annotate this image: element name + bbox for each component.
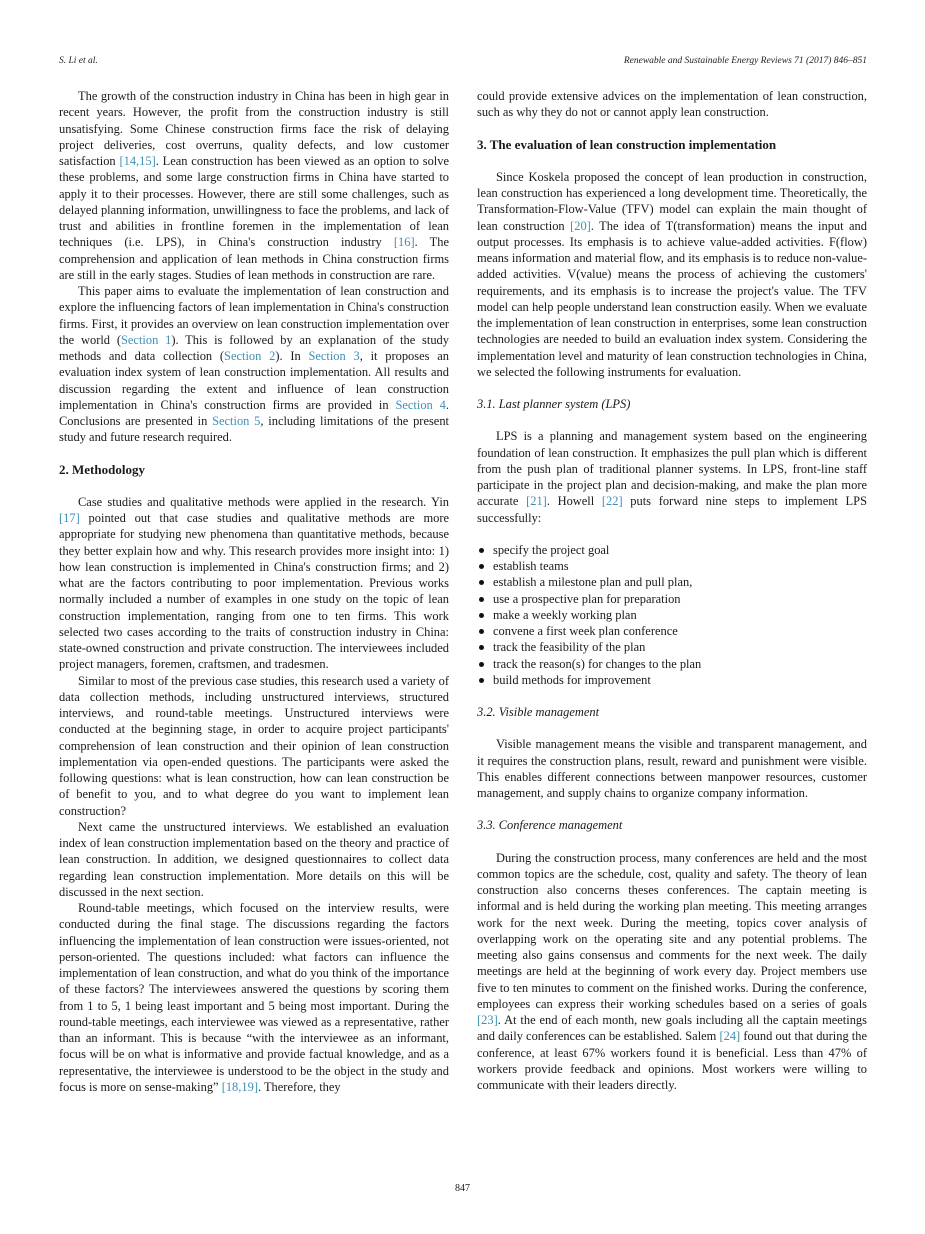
paragraph-continued: could provide extensive advices on the implementation of lean construction, such as why they do not or cannot apply lean construction. <box>477 89 867 120</box>
section-heading-methodology: 2. Methodology <box>59 461 145 477</box>
text: . The idea of T(transformation) means the input and output processes. Its emphasis is to achieve value-added activities. F(flow) means information and material flow, and its emphasis is to reduce non-value-added activities. V(value) means the process of achieving the customers' requirements, and its emphasis is to increase the project's value. The TFV model can help people understand lean construction easily. When we evaluate the implementation of lean construction in enterprises, some lean construction technologies are needed to build an evaluation index system. Considering the implementation level and maturity of lean construction technologies in China, we selected the following instruments for evaluation. <box>477 218 867 379</box>
subsection-heading-conference-management: 3.3. Conference management <box>477 818 623 833</box>
subsection-heading-lps: 3.1. Last planner system (LPS) <box>477 397 631 411</box>
text: . Conclusions are presented in <box>59 397 449 428</box>
text: Case studies and qualitative methods were applied in the research. Yin <box>78 494 449 509</box>
section-link[interactable]: Section 4 <box>395 397 446 412</box>
paragraph-methodology-4 <box>59 900 449 1095</box>
list-item: make a weekly working plan <box>477 607 867 623</box>
lps-steps-list <box>477 542 867 688</box>
text: , including limitations of the present study and future research required. <box>59 414 449 445</box>
text: . Howell <box>546 494 602 509</box>
text: Round-table meetings, which focused on the interview results, were conducted during the final stage. The discussions regarding the factors influencing the implementation of lean construction were issues-oriented, not person-oriented. The questions included: what factors can influence the implementation of lean construction, and what do you think of the importance of these factors? The interviewees answered the questions by scoring them from 1 to 5, 1 being least important and 5 being most important. During the round-table meetings, each interviewee was viewed as a representative, rather than an informant. This is because “with the interviewee as an informant, focus will be on what is informative and provide factual knowledge, and as a representative, the interviewee is understood to be the object in the study and focus is more on sense-making” <box>59 901 449 1094</box>
paragraph-visible-management: Visible management means the visible and transparent management, and it requires the construction plans, result, reward and punishment were visible. This enables different connections between manpower resources, customer management, and supply chains to organize company information. <box>477 737 867 800</box>
text: pointed out that case studies and qualitative methods are more appropriate for studying new phenomena than quantitative methods, because they better explain how and why. This research provides more insight into: 1) how lean construction is implemented in China's construction firms; and 2) what are the factors contributing to poor implementation. Previous works normally included a number of examples in one study on the topic of lean construction implementation, ranging from one to ten firms. This work selected two cases according to the traits of construction industry in China: state-owned construction and private construction. The interviewees included project managers, foremen, craftsmen, and tradesmen. <box>59 511 449 672</box>
text: LPS is a planning and management system based on the engineering foundation of lean construction. It emphasizes the pull plan which is different from the push plan of traditional planner systems. In LPS, front-line staff participate in the project plan and decision-making, and make the plan more accurate <box>477 429 867 509</box>
citation-link[interactable]: [21] <box>526 494 547 509</box>
left-column <box>59 88 449 1095</box>
running-head-authors: S. Li et al. <box>59 56 98 66</box>
section-link[interactable]: Section 3 <box>308 349 360 363</box>
text: , it proposes an evaluation index system of lean construction implementation. All results and discussion regarding the extent and influence of lean construction implementation in China's construction firms are provided in <box>59 349 449 412</box>
citation-link[interactable]: [23] <box>477 1013 498 1027</box>
section-link[interactable]: Section 1 <box>120 332 172 347</box>
list-item: track the reason(s) for changes to the plan <box>477 656 867 672</box>
paragraph-methodology-3: Next came the unstructured interviews. We established an evaluation index of lean construction implementation based on the theory and practice of lean construction. In addition, we designed questionnaires to collect data regarding lean construction implementation. More details on this will be discussed in the next section. <box>59 819 449 899</box>
list-item: use a prospective plan for preparation <box>477 591 867 607</box>
text: found out that during the conference, at least 67% workers found it is beneficial. Less than 47% of workers provide feedback and opinions. Most workers were willing to communicate with their leaders directly. <box>477 1029 867 1092</box>
citation-link[interactable]: [17] <box>59 511 80 525</box>
section-link[interactable]: Section 2 <box>224 349 276 363</box>
citation-link[interactable]: [14,15] <box>119 154 156 168</box>
citation-link[interactable]: [16] <box>393 235 415 250</box>
paragraph-evaluation <box>477 169 867 380</box>
text: This paper aims to evaluate the implementation of lean construction and explore the influencing factors of lean implementation in China's construction firms. First, it provides an overview on lean construction implementation over the world ( <box>59 284 449 347</box>
text: . The comprehension and application of lean methods in China construction firms are still in the early stages. Studies of lean methods in construction are rare. <box>59 235 449 282</box>
paragraph-methodology-2: Similar to most of the previous case studies, this research used a variety of data collection methods, including unstructured interviews, structured interviews, and round-table meetings. Unstructured interviews were conducted at the beginning stage, in order to acquire project participants' comprehension of lean construction and their opinion of lean construction implementation via open-ended questions. The participants were asked the following questions: what is lean construction, how can lean construction be of benefit to you, and to what degree do you want to implement lean construction? <box>59 673 449 818</box>
list-item: build methods for improvement <box>477 672 867 688</box>
text: . At the end of each month, new goals including all the captain meetings and daily conferences can be established. Salem <box>477 1013 867 1044</box>
subsection-heading-visible-management: 3.2. Visible management <box>477 705 600 719</box>
right-column <box>477 88 867 1093</box>
section-link[interactable]: Section 5 <box>212 414 261 428</box>
list-item: track the feasibility of the plan <box>477 639 867 655</box>
section-heading-evaluation: 3. The evaluation of lean construction implementation <box>477 136 777 152</box>
text: The growth of the construction industry in China has been in high gear in recent years. However, the profit from the construction industry is still unsatisfying. Some Chinese construction firms face the risk of delaying project deliveries, cost overruns, quality defects, and low customer satisfaction <box>59 89 449 168</box>
list-item: establish teams <box>477 558 867 574</box>
citation-link[interactable]: [24] <box>719 1029 741 1044</box>
page-number: 847 <box>455 1183 470 1194</box>
paragraph-methodology-1 <box>59 494 449 673</box>
paragraph-intro-2 <box>59 283 449 446</box>
text: puts forward nine steps to implement LPS successfully: <box>477 494 867 525</box>
text: ). This is followed by an explanation of the study methods and data collection ( <box>59 332 449 363</box>
text: ). In <box>275 349 309 363</box>
list-item: establish a milestone plan and pull plan, <box>477 574 867 590</box>
text: Since Koskela proposed the concept of lean production in construction, lean construction has experienced a long development time. Theoretically, the Transformation-Flow-Value (TFV) model can explain the main thought of lean construction <box>477 169 867 233</box>
list-item: convene a first week plan conference <box>477 623 867 639</box>
citation-link[interactable]: [20] <box>570 218 591 233</box>
running-head-journal: Renewable and Sustainable Energy Reviews 71 (2017) 846–851 <box>623 56 867 66</box>
text: . Therefore, they <box>257 1079 341 1094</box>
citation-link[interactable]: [18,19] <box>221 1079 258 1094</box>
paragraph-intro-1 <box>59 88 449 283</box>
paragraph-conference-management <box>477 850 867 1094</box>
text: . Lean construction has been viewed as an option to solve these problems, and some large construction firms in China have started to apply it to their processes. However, there are still some challenges, such as delayed planning information, unwillingness to face the problems, and lack of trust and abilities in frontline foremen in the implementation of lean techniques (i.e. LPS), in China's construction industry <box>59 154 449 250</box>
citation-link[interactable]: [22] <box>601 494 623 509</box>
text: During the construction process, many conferences are held and the most common topics are the schedule, cost, quality and safety. The theory of lean construction also concerns theses conferences. The captain meeting is informal and is held during the working plan meeting. This meeting arranges work for the next week. During the meeting, topics cover analysis of overlapping work on the operating site and any potential problems. The meeting also gains consensus and comments for the next week. The daily meetings are held at the beginning of work every day. Project members use five to ten minutes to comment on the finished works. During the conference, employees can express their working schedules based on a series of goals <box>477 850 867 1011</box>
list-item: specify the project goal <box>477 542 867 558</box>
paragraph-lps <box>477 428 867 526</box>
